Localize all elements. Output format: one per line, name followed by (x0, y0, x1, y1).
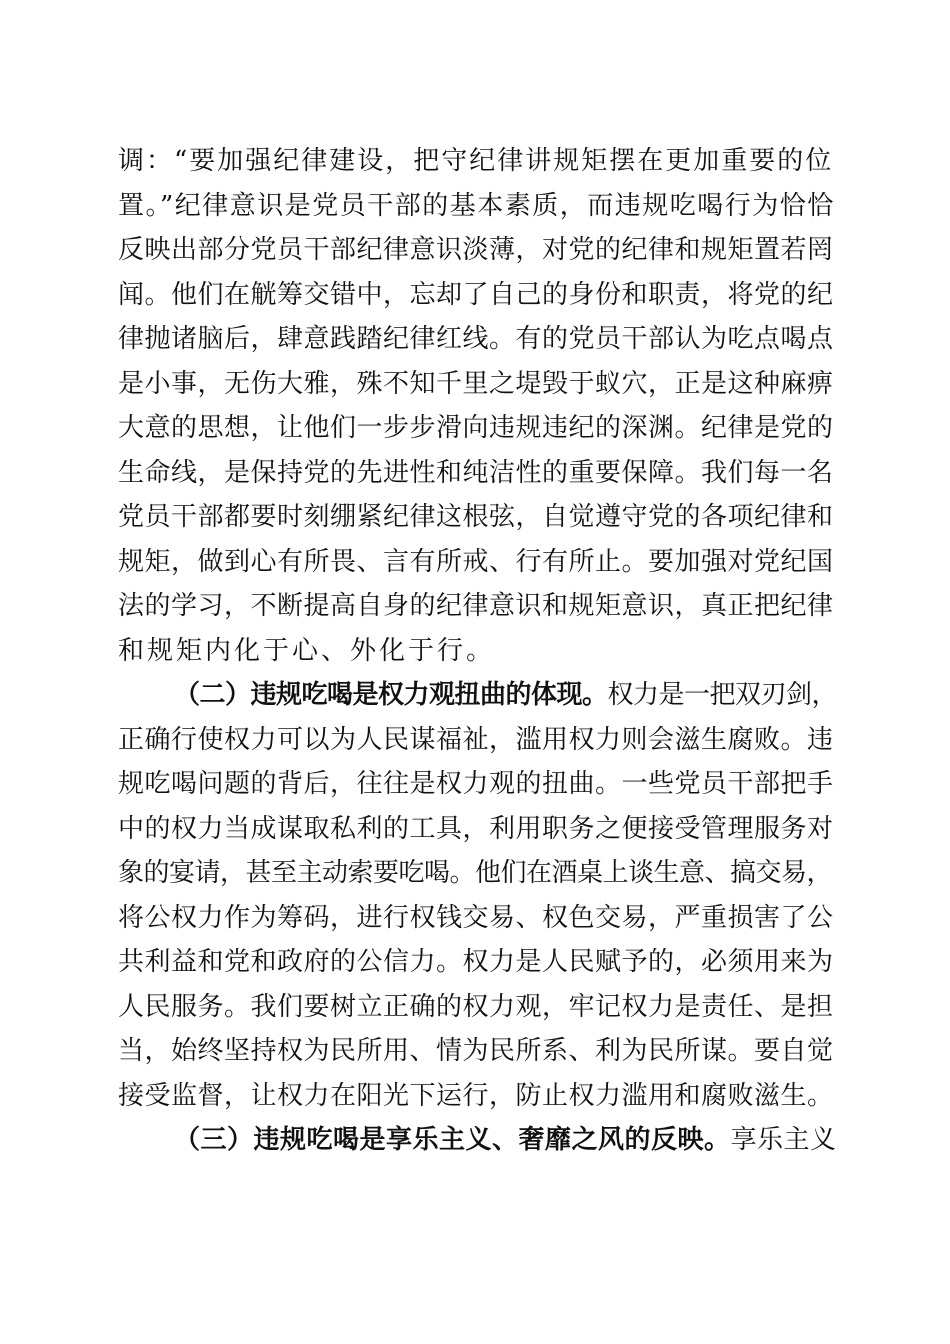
text-line: 闻。他们在觥筹交错中，忘却了自己的身份和职责，将党的纪 (118, 279, 834, 310)
text-line: 共利益和党和政府的公信力。权力是人民赋予的，必须用来为 (118, 947, 834, 977)
text-line: 置。”纪律意识是党员干部的基本素质，而违规吃喝行为恰恰 (118, 190, 835, 221)
body-text (118, 139, 838, 1163)
text-line: 大意的思想，让他们一步步滑向违规违纪的深渊。纪律是党的 (118, 413, 834, 443)
text-line: 当，始终坚持权为民所用、情为民所系、利为民所谋。要自觉 (118, 1036, 834, 1066)
text-line: 中的权力当成谋取私利的工具，利用职务之便接受管理服务对 (118, 813, 834, 844)
text-line: 正确行使权力可以为人民谋福祉，滥用权力则会滋生腐败。违 (118, 724, 834, 755)
section-heading-line (118, 673, 838, 718)
text-segment: 享乐主义 (730, 1125, 837, 1155)
text-line: 接受监督，让权力在阳光下运行，防止权力滥用和腐败滋生。 (118, 1080, 834, 1111)
text-line: 法的学习，不断提高自身的纪律意识和规矩意识，真正把纪律 (118, 591, 834, 621)
text-line: 和规矩内化于心、外化于行。 (118, 635, 496, 666)
section-heading-line (118, 1118, 838, 1163)
section-heading: （三）违规吃喝是享乐主义、奢靡之风的反映。 (174, 1125, 731, 1155)
text-line: 党员干部都要时刻绷紧纪律这根弦，自觉遵守党的各项纪律和 (118, 502, 834, 532)
text-segment: 权力是一把双刃剑， (607, 680, 838, 710)
text-line: 规吃喝问题的背后，往往是权力观的扭曲。一些党员干部把手 (118, 769, 834, 799)
text-line: 规矩，做到心有所畏、言有所戒、行有所止。要加强对党纪国 (118, 546, 834, 577)
text-line: 象的宴请，甚至主动索要吃喝。他们在酒桌上谈生意、搞交易， (118, 858, 833, 888)
text-line: 调：“要加强纪律建设，把守纪律讲规矩摆在更加重要的位 (118, 146, 834, 176)
text-line: 是小事，无伤大雅，殊不知千里之堤毁于蚁穴，正是这种麻痹 (118, 368, 834, 399)
text-line: 人民服务。我们要树立正确的权力观，牢记权力是责任、是担 (118, 991, 834, 1022)
section-heading: （二）违规吃喝是权力观扭曲的体现。 (174, 680, 608, 710)
text-line: 生命线，是保持党的先进性和纯洁性的重要保障。我们每一名 (118, 457, 834, 488)
text-line: 律抛诸脑后，肆意践踏纪律红线。有的党员干部认为吃点喝点 (118, 324, 834, 354)
text-line: 反映出部分党员干部纪律意识淡薄，对党的纪律和规矩置若罔 (118, 235, 834, 265)
text-line: 将公权力作为筹码，进行权钱交易、权色交易，严重损害了公 (118, 902, 834, 933)
